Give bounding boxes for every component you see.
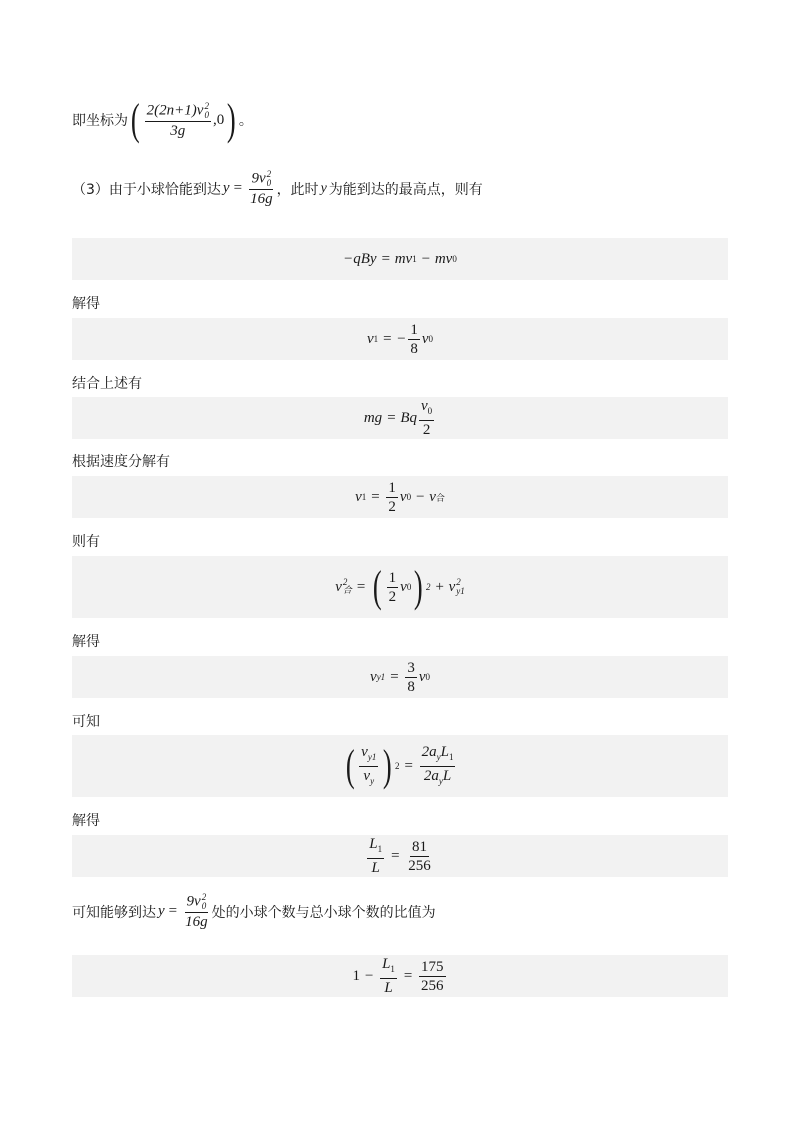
- equation-final: 1 − $\frac{L_1}{L}$ = $\frac{175}{256}$: [352, 956, 444, 996]
- equation-mg: mg = Bq $\frac{v_0}{2}$: [363, 398, 433, 438]
- part3-text-a: （3）由于小球恰能到达: [72, 181, 221, 198]
- equation-vy1: v y1 = $\frac{3}{8}$ v 0: [370, 659, 430, 695]
- label-then: 则有: [72, 534, 100, 550]
- coordinate-line: [72, 95, 253, 144]
- equation-box-8: [72, 835, 728, 877]
- equation-box-6: [72, 656, 728, 698]
- ymax-expression: y = 9v 2 0 16g: [222, 169, 273, 207]
- label-know: 可知: [72, 714, 100, 730]
- ymax-expression-2: y = 9v 2 0 16g: [158, 892, 208, 930]
- label-solve-3: 解得: [72, 813, 100, 829]
- part3-text-c: 为能到达的最高点，则有: [328, 181, 483, 198]
- coordinate-intro: 即坐标为: [72, 113, 128, 129]
- equation-pythagoras: v 2 合 = ( $\frac{1}{2}$ v 0 ) 2 + v 2 y1: [335, 562, 465, 611]
- label-decompose: 根据速度分解有: [72, 454, 170, 470]
- equation-box-3: [72, 397, 728, 439]
- part3-text-b: ，此时: [276, 181, 319, 198]
- coordinate-end: 。: [238, 113, 253, 129]
- equation-ratio: ( $\frac{v_{y1}}{v_y}$ ) 2 = $\frac{2a_yL_1}{2a_yL}$: [345, 741, 454, 790]
- label-solve-2: 解得: [72, 634, 100, 650]
- equation-box-9: [72, 955, 728, 997]
- equation-box-2: [72, 318, 728, 360]
- equation-box-1: [72, 238, 728, 280]
- coordinate-expression: ( 2(2n+1)v 2 0 3g ,0 ): [130, 95, 236, 144]
- label-combine: 结合上述有: [72, 376, 142, 392]
- equation-v1: v 1 = − $\frac{1}{8}$ v 0: [366, 321, 434, 357]
- label-solve-1: 解得: [72, 296, 100, 312]
- equation-box-4: [72, 476, 728, 518]
- conclusion-line: [72, 893, 436, 930]
- conclusion-text-b: 处的小球个数与总小球个数的比值为: [211, 904, 436, 921]
- part3-intro-line: （3）由于小球恰能到达 y = 9v 2 0 16g ，此时 y 为能到达的最高点，则有: [72, 169, 483, 207]
- equation-velocity-decomp: v 1 = $\frac{1}{2}$ v 0 − v 合: [355, 479, 445, 515]
- conclusion-text-a: 可知能够到达: [72, 904, 156, 921]
- equation-box-7: [72, 735, 728, 797]
- equation-box-5: [72, 556, 728, 618]
- equation-L-ratio: $\frac{L_1}{L}$ = $\frac{81}{256}$: [369, 836, 431, 876]
- equation-momentum: −qBy = mv 1 − mv 0: [343, 250, 457, 267]
